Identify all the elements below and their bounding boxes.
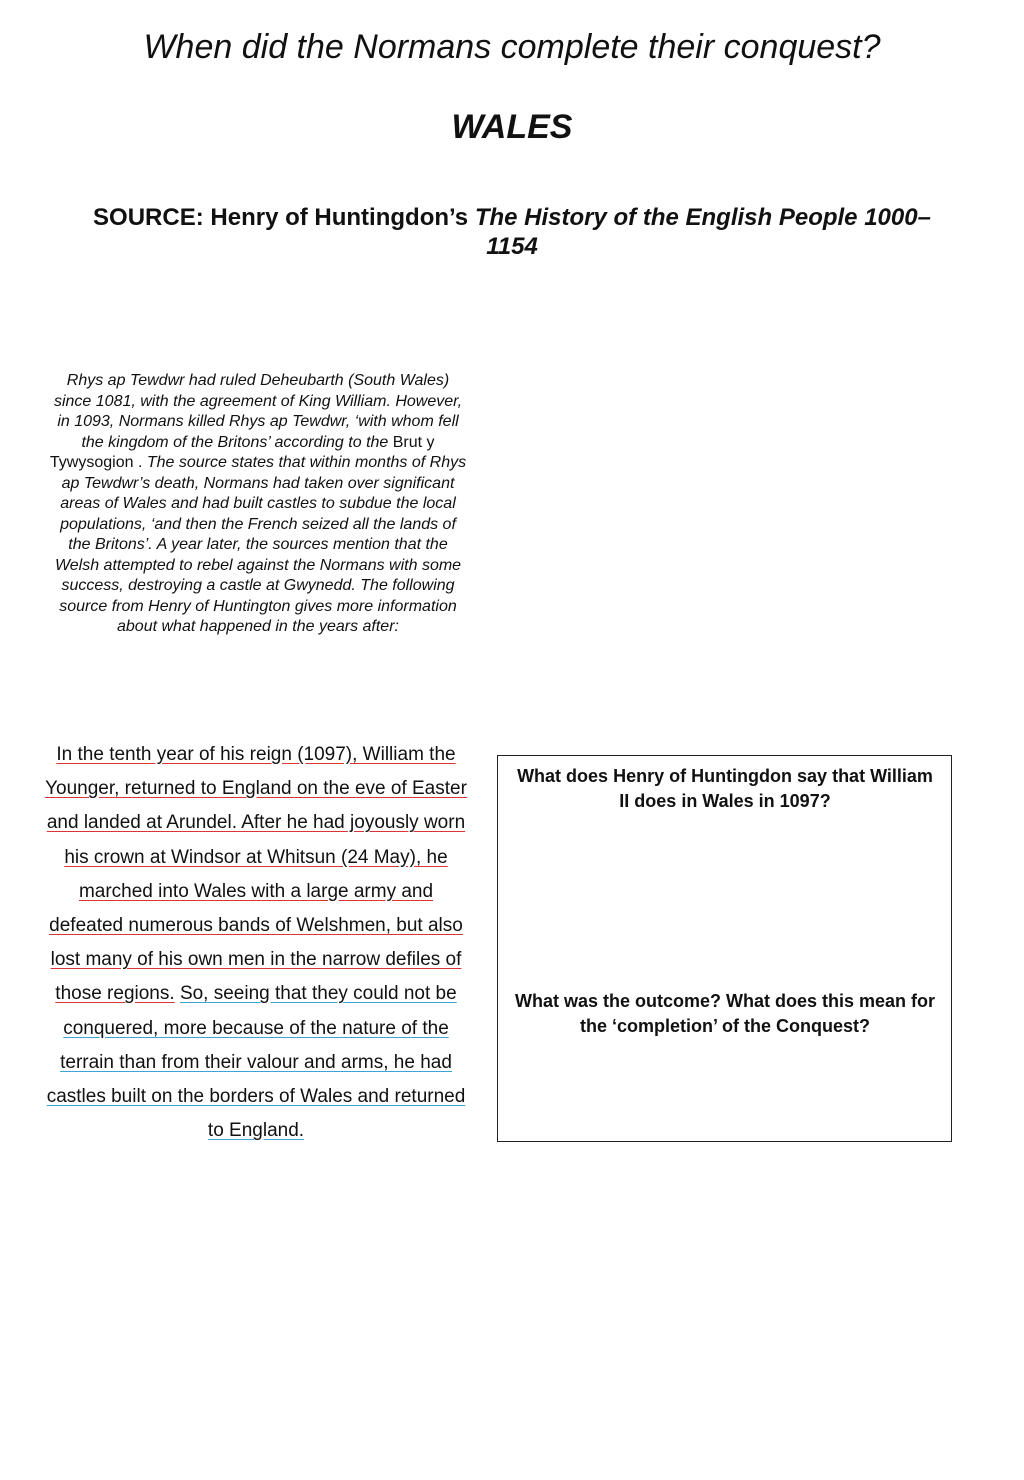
source-book-title: The History of the English People 1000–1154 <box>474 204 931 260</box>
question-2: What was the outcome? What does this mean for the ‘completion’ of the Conquest? <box>514 991 936 1036</box>
intro-paragraph <box>48 371 468 638</box>
page-title: When did the Normans complete their conquest? <box>143 28 881 66</box>
source-heading <box>80 203 944 261</box>
intro-text-part2: The source states that within months of Rhys ap Tewdwr’s death, Normans had taken over significant areas of Wales and had built castles to subdue the local populations, ‘and then the French seized all the lands of the Britons’. A year later, the sources mention that the Welsh attempted to rebel against the Normans with some success, destroying a castle at Gwynedd. The following source from Henry of Huntington gives more information about what happened in the years after: <box>54 454 467 635</box>
source-quote <box>40 738 472 1148</box>
question-1: What does Henry of Huntingdon say that William II does in Wales in 1097? <box>517 766 933 811</box>
quote-blue-underlined: So, seeing that they could not be conquered, more because of the nature of the terrain than from their valour and arms, he had castles built on the borders of Wales and returned to England. <box>46 983 466 1142</box>
page-subtitle: WALES <box>451 108 573 146</box>
intro-text-part1: Rhys ap Tewdwr had ruled Deheubarth (South Wales) since 1081, with the agreement of King William. However, in 1093, Normans killed Rhys ap Tewdwr, ‘with whom fell the kingdom of the Britons’ according to the <box>53 372 463 451</box>
source-prefix: SOURCE: Henry of Huntingdon’s <box>93 204 475 231</box>
questions-box <box>497 755 952 1142</box>
quote-red-underlined: In the tenth year of his reign (1097), William the Younger, returned to England on the eve of Easter and landed at Arundel. After he had joyously worn his crown at Windsor at Whitsun (24 May), he marched into Wales with a large army and defeated numerous bands of Welshmen, but also lost many of his own men in the narrow defiles of those regions. <box>45 744 467 1005</box>
intro-chronicle-title: Brut y Tywysogion . <box>49 433 435 471</box>
